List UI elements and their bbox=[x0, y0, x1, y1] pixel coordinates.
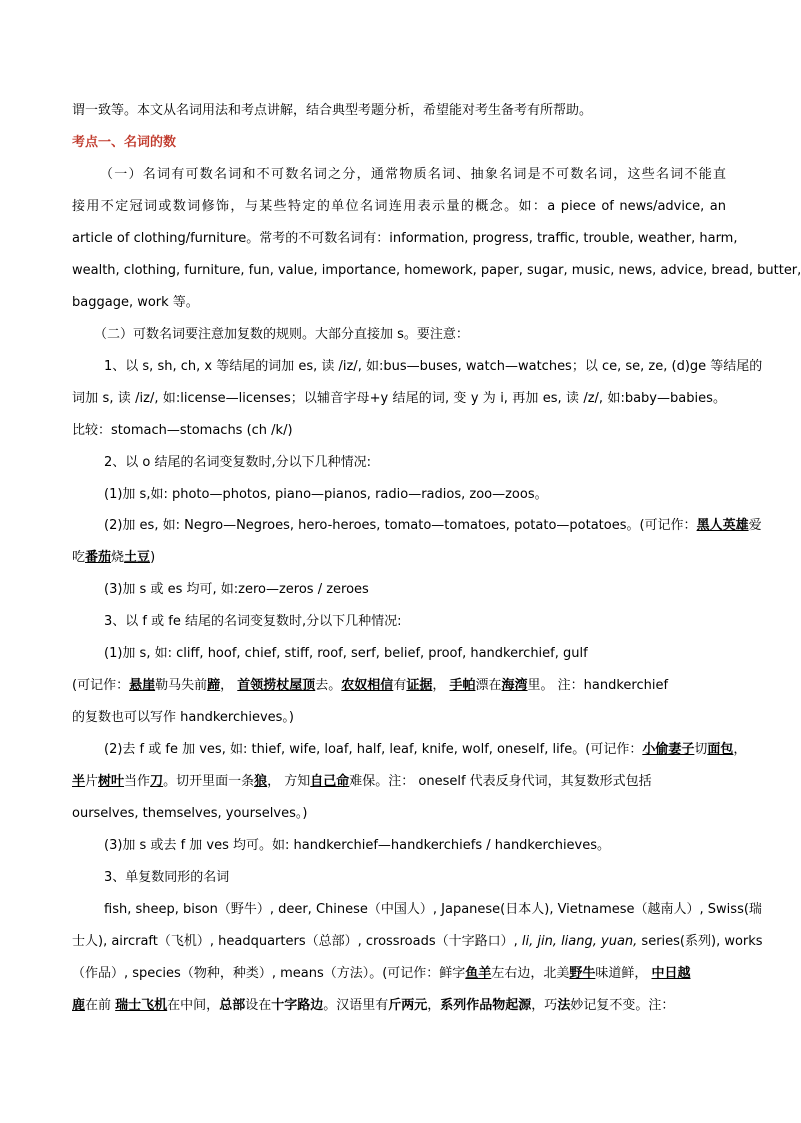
rule-line: 1、以 s, sh, ch, x 等结尾的词加 es, 读 /iz/, 如:bus—buses, watch—watches；以 ce, se, ze, (d)ge 等结尾的 bbox=[104, 359, 763, 374]
text-run: 烧 bbox=[111, 550, 125, 565]
mnemonic-line: ourselves, themselves, yourselves。) bbox=[72, 806, 308, 821]
text-run: 漂在 bbox=[475, 678, 502, 693]
text-run: 有 bbox=[393, 678, 407, 693]
mnemonic-word: 小偷妻子 bbox=[642, 742, 695, 757]
mnemonic-word: 树叶 bbox=[98, 774, 125, 789]
text-run: 当作 bbox=[124, 774, 151, 789]
paragraph-line: （一）名词有可数名词和不可数名词之分，通常物质名词、抽象名词是不可数名词，这些名词不能直 bbox=[100, 167, 726, 182]
mnemonic-line bbox=[72, 772, 726, 792]
text-run: 士人), aircraft（飞机）, headquarters（总部）, crossroads（十字路口）, bbox=[72, 934, 522, 949]
rule-item bbox=[104, 516, 762, 536]
rule-item: (3)加 s 或去 f 加 ves 均可。如: handkerchief—handkerchiefs / handkerchieves。 bbox=[104, 838, 611, 853]
paragraph-line: baggage, work 等。 bbox=[72, 295, 199, 310]
text-run: 设在 bbox=[245, 998, 272, 1013]
text-run: ) bbox=[150, 550, 156, 565]
text-run-italic: li, jin, liang, yuan, bbox=[521, 934, 638, 949]
rule-line: 词加 s, 读 /iz/, 如:license—licenses；以辅音字母+y 结尾的词, 变 y 为 i, 再加 es, 读 /z/, 如:baby—babies。 bbox=[72, 391, 726, 406]
text-run: ， bbox=[432, 678, 450, 693]
text-run: 妙记复不变。注： bbox=[570, 998, 675, 1013]
mnemonic-word: 系列作品物起源 bbox=[440, 998, 532, 1013]
mnemonic-word: 首领捞杖屋顶 bbox=[237, 678, 316, 693]
text-run: ， bbox=[733, 742, 747, 757]
rule-item bbox=[72, 548, 726, 568]
mnemonic-word: 狼 bbox=[254, 774, 268, 789]
section-title: 考点一、名词的数 bbox=[72, 135, 177, 150]
paragraph-line: wealth, clothing, furniture, fun, value, importance, homework, paper, sugar, music, news, advice, bread, butter, bbox=[72, 263, 801, 278]
text-run: 左右边，北美 bbox=[491, 966, 570, 981]
text-run: 。切开里面一条 bbox=[163, 774, 255, 789]
mnemonic-word: 海湾 bbox=[501, 678, 528, 693]
rule-item: (1)加 s, 如: cliff, hoof, chief, stiff, roof, serf, belief, proof, handkerchief, gulf bbox=[104, 646, 588, 661]
text-run: ， 方知 bbox=[267, 774, 311, 789]
mnemonic-word: 证据 bbox=[406, 678, 433, 693]
text-run: 勒马失前 bbox=[155, 678, 208, 693]
mnemonic-word: 刀 bbox=[150, 774, 164, 789]
mnemonic-line bbox=[72, 676, 726, 696]
mnemonic-word: 野牛 bbox=[569, 966, 596, 981]
text-run: (2)加 es, 如: Negro—Negroes, hero-heroes, tomato—tomatoes, potato—potatoes。(可记作： bbox=[104, 518, 697, 533]
text-run: 在前 bbox=[85, 998, 116, 1013]
rule-line bbox=[72, 932, 763, 952]
text-run: （作品）, species（物种，种类）, means（方法）。(可记作：鲜字 bbox=[72, 966, 466, 981]
text-run: 里。 注：handkerchief bbox=[527, 678, 669, 693]
mnemonic-word: 斤两元 bbox=[388, 998, 428, 1013]
text-run: 味道鲜， bbox=[595, 966, 652, 981]
mnemonic-word: 自己命 bbox=[310, 774, 350, 789]
text-run: 切 bbox=[694, 742, 708, 757]
text-run: 片 bbox=[85, 774, 99, 789]
mnemonic-word: 鹿 bbox=[72, 998, 86, 1013]
text-run: ， bbox=[427, 998, 441, 1013]
mnemonic-word: 手帕 bbox=[449, 678, 476, 693]
mnemonic-word: 半 bbox=[72, 774, 86, 789]
mnemonic-word: 鱼羊 bbox=[465, 966, 492, 981]
mnemonic-word: 蹄 bbox=[207, 678, 221, 693]
mnemonic-word: 番茄 bbox=[85, 550, 112, 565]
rule-item bbox=[104, 740, 747, 760]
text-run: 。汉语里有 bbox=[323, 998, 389, 1013]
text-run: 吃 bbox=[72, 550, 86, 565]
rule-title: 3、以 f 或 fe 结尾的名词变复数时,分以下几种情况: bbox=[104, 614, 402, 629]
rule-line: 比较：stomach—stomachs (ch /k/) bbox=[72, 423, 293, 438]
mnemonic-word: 土豆 bbox=[124, 550, 151, 565]
mnemonic-word: 总部 bbox=[219, 998, 246, 1013]
rule-line bbox=[72, 996, 726, 1016]
text-run: (可记作： bbox=[72, 678, 130, 693]
rule-line: fish, sheep, bison（野牛）, deer, Chinese（中国人）, Japanese(日本人), Vietnamese（越南人）, Swiss(瑞 bbox=[104, 902, 762, 917]
mnemonic-word: 中日越 bbox=[651, 966, 691, 981]
intro-text: 谓一致等。本文从名词用法和考点讲解，结合典型考题分析，希望能对考生备考有所帮助。 bbox=[72, 103, 593, 118]
rule-item: (1)加 s,如: photo—photos, piano—pianos, radio—radios, zoo—zoos。 bbox=[104, 487, 548, 502]
mnemonic-word: 瑞士飞机 bbox=[115, 998, 168, 1013]
text-run: 去。 bbox=[315, 678, 342, 693]
text-run: 难保。注： oneself 代表反身代词，其复数形式包括 bbox=[349, 774, 652, 789]
paragraph-line: （二）可数名词要注意加复数的规则。大部分直接加 s。要注意： bbox=[94, 327, 469, 342]
mnemonic-word: 农奴相信 bbox=[341, 678, 394, 693]
text-run: series(系列), works bbox=[637, 934, 763, 949]
paragraph-line: 接用不定冠词或数词修饰，与某些特定的单位名词连用表示量的概念。如：a piece of news/advice, an bbox=[72, 199, 726, 214]
text-run: (2)去 f 或 fe 加 ves, 如: thief, wife, loaf, half, leaf, knife, wolf, oneself, life。(可记作： bbox=[104, 742, 643, 757]
text-run: 爱 bbox=[748, 518, 762, 533]
rule-title: 2、以 o 结尾的名词变复数时,分以下几种情况: bbox=[104, 455, 372, 470]
rule-item: (3)加 s 或 es 均可, 如:zero—zeros / zeroes bbox=[104, 582, 369, 597]
paragraph-line: article of clothing/furniture。常考的不可数名词有：information, progress, traffic, trouble, weather, harm, bbox=[72, 231, 738, 246]
text-run: ， bbox=[220, 678, 238, 693]
text-run: 在中间， bbox=[167, 998, 220, 1013]
mnemonic-word: 法 bbox=[557, 998, 571, 1013]
mnemonic-word: 黑人英雄 bbox=[696, 518, 749, 533]
text-run: ，巧 bbox=[531, 998, 558, 1013]
mnemonic-line: 的复数也可以写作 handkerchieves。) bbox=[72, 710, 294, 725]
rule-line bbox=[72, 964, 726, 984]
mnemonic-word: 十字路边 bbox=[271, 998, 324, 1013]
rule-title: 3、单复数同形的名词 bbox=[104, 870, 230, 885]
mnemonic-word: 面包 bbox=[707, 742, 734, 757]
mnemonic-word: 悬崖 bbox=[129, 678, 156, 693]
